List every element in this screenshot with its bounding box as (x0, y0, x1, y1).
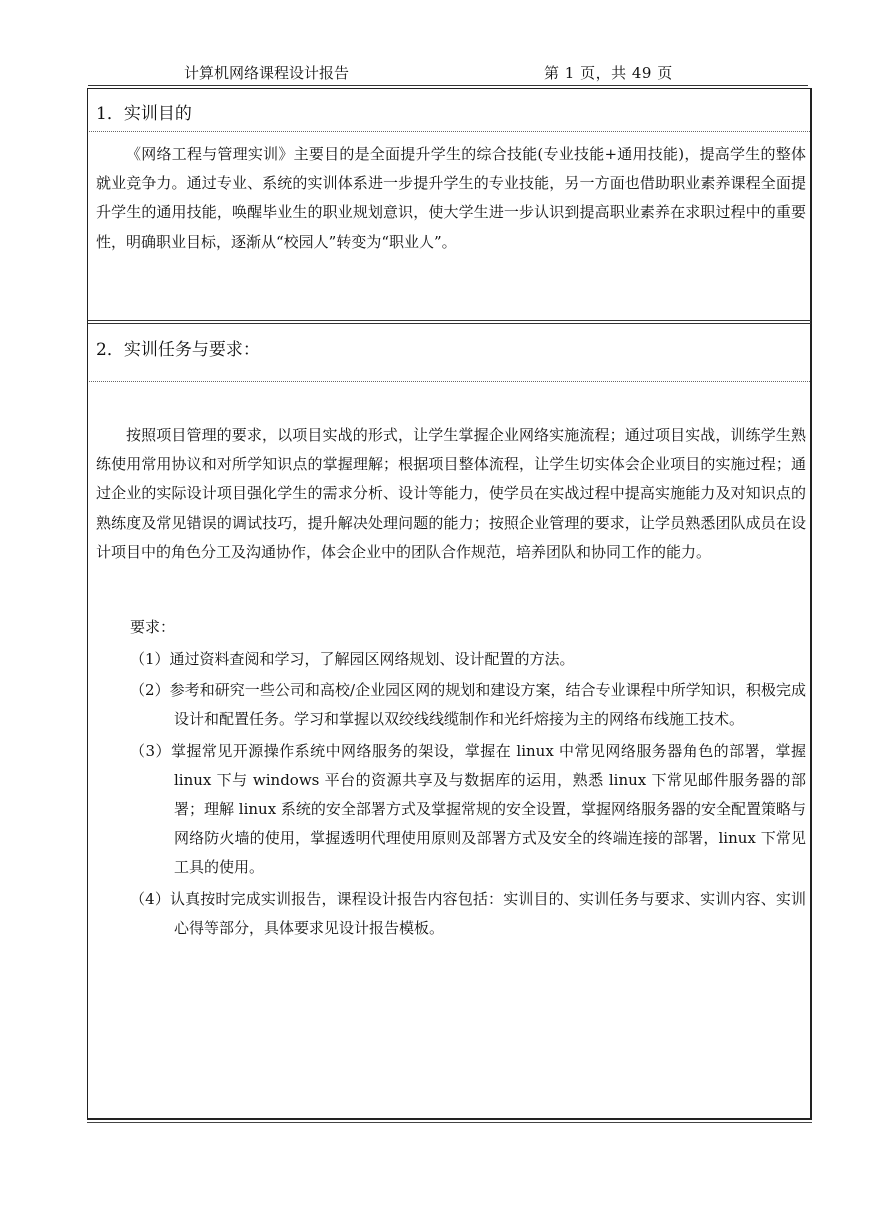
section-2-divider (89, 381, 810, 382)
section-1-body: 《网络工程与管理实训》主要目的是全面提升学生的综合技能(专业技能+通用技能)，提高学生的整体就业竞争力。通过专业、系统的实训体系进一步提升学生的专业技能，另一方面也借助职业素养课程全面提升学生的通用技能，唤醒毕业生的职业规划意识，使大学生进一步认识到提高职业素养在求职过程中的重要性，明确职业目标，逐渐从“校园人”转变为“职业人”。 (96, 145, 806, 251)
page-header (88, 62, 808, 86)
requirement-item: （3）掌握常见开源操作系统中网络服务的架设，掌握在 linux 中常见网络服务器角色的部署，掌握 linux 下与 windows 平台的资源共享及与数据库的运用，熟悉 linux 下常见邮件服务器的部署；理解 linux 系统的安全部署方式及掌握常规的安全设置，掌握网络服务器的安全配置策略与网络防火墙的使用，掌握透明代理使用原则及部署方式及安全的终端连接的部署，linux 下常见工具的使用。 (130, 741, 806, 877)
section-1-divider (89, 131, 810, 132)
section-2-body: 按照项目管理的要求，以项目实战的形式，让学生掌握企业网络实施流程；通过项目实战，训练学生熟练使用常用协议和对所学知识点的掌握理解；根据项目整体流程，让学生切实体会企业项目的实施过程；通过企业的实际设计项目强化学生的需求分析、设计等能力，使学员在实战过程中提高实施能力及对知识点的熟练度及常见错误的调试技巧，提升解决处理问题的能力；按照企业管理的要求，让学员熟悉团队成员在设计项目中的角色分工及沟通协作，体会企业中的团队合作规范，培养团队和协同工作的能力。 (96, 426, 806, 561)
requirement-item: （4）认真按时完成实训报告，课程设计报告内容包括：实训目的、实训任务与要求、实训内容、实训心得等部分，具体要求见设计报告模板。 (130, 889, 806, 937)
requirement-item: （1）通过资料查阅和学习，了解园区网络规划、设计配置的方法。 (130, 650, 575, 668)
requirement-item: （2）参考和研究一些公司和高校/企业园区网的规划和建设方案，结合专业课程中所学知识，积极完成设计和配置任务。学习和掌握以双绞线线缆制作和光纤熔接为主的网络布线施工技术。 (130, 681, 806, 729)
section-1-heading: 1．实训目的 (96, 104, 192, 124)
page-indicator: 第 1 页，共 49 页 (544, 64, 673, 82)
requirements-label: 要求： (130, 618, 176, 636)
report-title: 计算机网络课程设计报告 (184, 64, 350, 82)
section-separator-2 (88, 323, 811, 324)
section-separator (88, 320, 811, 321)
header-rule (88, 85, 808, 86)
section-2-heading: 2．实训任务与要求： (96, 340, 260, 360)
requirements-list (130, 645, 806, 945)
frame-bottom-rule (87, 1122, 812, 1123)
